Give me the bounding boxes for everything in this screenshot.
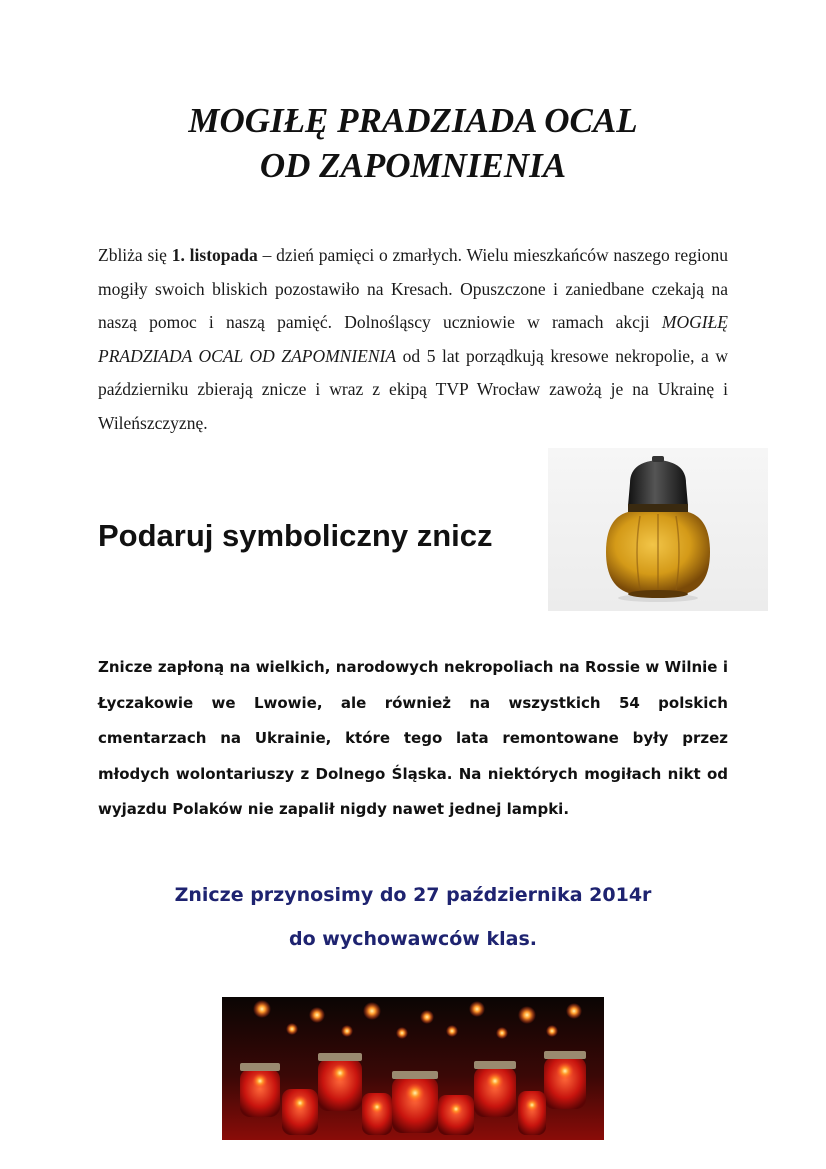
notice-line-2: do wychowawców klas. xyxy=(289,928,537,950)
collection-notice xyxy=(0,873,826,961)
intro-paragraph xyxy=(98,239,728,441)
burning-candles-image xyxy=(222,997,604,1140)
intro-text-2: – dzień pamięci o zmarłych. Wielu mieszkańców naszego regionu mogiły swoich bliskich pozostawiło na Kresach. Opuszczone i zaniedbane czekają na naszą pomoc i naszą pamięć. Dolnośląscy uczniowie w ramach akcji xyxy=(98,245,729,333)
notice-line-1: Znicze przynosimy do 27 października 2014r xyxy=(174,884,652,906)
intro-text-3: od 5 lat porządkują kresowe nekropolie, a w październiku zbierają znicze i wraz z ekipą TVP Wrocław zawożą je na Ukrainę i Wileńszczyznę. xyxy=(98,345,728,433)
intro-text-1: Zbliża się xyxy=(98,245,172,265)
grave-candle-image xyxy=(548,448,768,611)
title-line-2: OD ZAPOMNIENIA xyxy=(259,146,567,185)
body-paragraph: Znicze zapłoną na wielkich, narodowych nekropoliach na Rossie w Wilnie i Łyczakowie we Lwowie, ale również na wszystkich 54 polskich cmentarzach na Ukrainie, które tego lata remontowane były przez młodych wolontariuszy z Dolnego Śląska. Na niektórych mogiłach nikt od wyjazdu Polaków nie zapalił nigdy nawet jednej lampki. xyxy=(98,658,728,818)
intro-action-name: MOGIŁĘ PRADZIADA OCAL OD ZAPOMNIENIA xyxy=(98,312,728,366)
section-heading: Podaruj symboliczny znicz xyxy=(98,518,493,553)
title-line-1: MOGIŁĘ PRADZIADA OCAL xyxy=(188,101,638,140)
burning-candles-illustration xyxy=(222,997,604,1140)
grave-candle-illustration xyxy=(548,448,768,611)
page-title xyxy=(0,98,826,188)
intro-date: 1. listopada xyxy=(171,245,258,265)
